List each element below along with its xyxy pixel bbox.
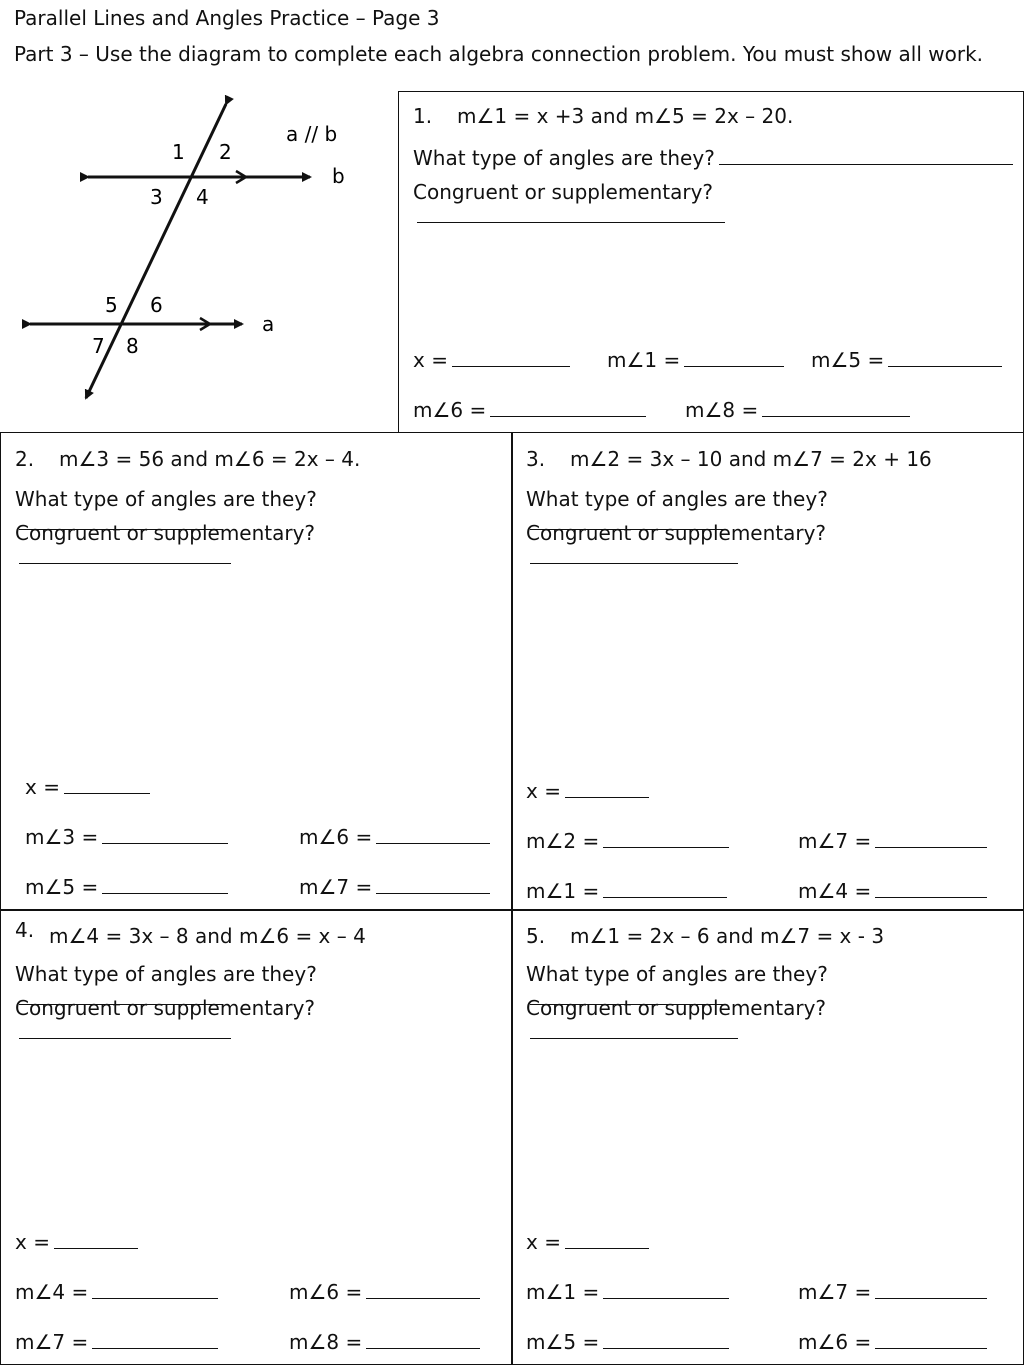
problem-3-box [511, 432, 1024, 911]
problem-4-congruent-question: Congruent or supplementary? [15, 996, 512, 1044]
problem-1-m6-answer[interactable]: m∠6 = [413, 398, 646, 422]
problem-3-m4-answer[interactable]: m∠4 = [798, 879, 987, 903]
problem-2-number: 2. [15, 447, 35, 471]
problem-5-x-answer[interactable]: x = [526, 1230, 649, 1254]
angle-3-label: 3 [150, 185, 163, 209]
problem-4-m8-answer[interactable]: m∠8 = [289, 1330, 480, 1354]
parallel-lines-diagram [0, 90, 400, 410]
problem-5-m7-answer[interactable]: m∠7 = [798, 1280, 987, 1304]
problem-4-x-answer[interactable]: x = [15, 1230, 138, 1254]
problem-1-m1-answer[interactable]: m∠1 = [607, 348, 784, 372]
angle-8-label: 8 [126, 334, 139, 358]
problem-5-m5-answer[interactable]: m∠5 = [526, 1330, 729, 1354]
problem-3-type-question: What type of angles are they? [526, 487, 1023, 535]
problem-1-statement: m∠1 = x +3 and m∠5 = 2x – 20. [457, 104, 794, 128]
problem-1-congruent-question: Congruent or supplementary? [413, 180, 1023, 228]
problem-3-m1-answer[interactable]: m∠1 = [526, 879, 727, 903]
problem-5-box [511, 909, 1024, 1365]
problem-2-type-question: What type of angles are they? [15, 487, 512, 535]
problem-3-statement: m∠2 = 3x – 10 and m∠7 = 2x + 16 [570, 447, 932, 471]
worksheet-title: Parallel Lines and Angles Practice – Page 3 [14, 6, 440, 30]
angle-4-label: 4 [196, 185, 209, 209]
problem-2-congruent-question: Congruent or supplementary? [15, 521, 512, 569]
problem-5-type-question: What type of angles are they? [526, 962, 1023, 1010]
problem-5-m6-answer[interactable]: m∠6 = [798, 1330, 987, 1354]
problem-1-m8-answer[interactable]: m∠8 = [685, 398, 910, 422]
line-b-label: b [332, 164, 345, 188]
problem-4-m7-answer[interactable]: m∠7 = [15, 1330, 218, 1354]
angle-7-label: 7 [92, 334, 105, 358]
problem-1-type-question: What type of angles are they? [413, 146, 1013, 170]
angle-2-label: 2 [219, 140, 232, 164]
parallel-note: a // b [286, 122, 338, 146]
problem-4-box [0, 909, 513, 1365]
problem-1-x-answer[interactable]: x = [413, 348, 570, 372]
problem-4-statement: m∠4 = 3x – 8 and m∠6 = x – 4 [49, 924, 366, 948]
problem-5-congruent-question: Congruent or supplementary? [526, 996, 1023, 1044]
problem-4-number: 4. [15, 918, 35, 942]
problem-2-x-answer[interactable]: x = [25, 775, 150, 799]
problem-1-m5-answer[interactable]: m∠5 = [811, 348, 1002, 372]
problem-4-type-question: What type of angles are they? [15, 962, 512, 1010]
problem-2-m6-answer[interactable]: m∠6 = [299, 825, 490, 849]
problem-3-m7-answer[interactable]: m∠7 = [798, 829, 987, 853]
angle-5-label: 5 [105, 293, 118, 317]
problem-3-m2-answer[interactable]: m∠2 = [526, 829, 729, 853]
problem-1-number: 1. [413, 104, 433, 128]
angle-6-label: 6 [150, 293, 163, 317]
problem-4-m4-answer[interactable]: m∠4 = [15, 1280, 218, 1304]
problem-2-m5-answer[interactable]: m∠5 = [25, 875, 228, 899]
problem-5-statement: m∠1 = 2x – 6 and m∠7 = x - 3 [570, 924, 885, 948]
problem-2-statement: m∠3 = 56 and m∠6 = 2x – 4. [59, 447, 361, 471]
problem-2-m7-answer[interactable]: m∠7 = [299, 875, 490, 899]
problem-3-number: 3. [526, 447, 546, 471]
line-a-label: a [262, 312, 275, 336]
problem-2-box [0, 432, 513, 911]
angle-1-label: 1 [172, 140, 185, 164]
problem-5-number: 5. [526, 924, 546, 948]
problem-4-m6-answer[interactable]: m∠6 = [289, 1280, 480, 1304]
problem-5-m1-answer[interactable]: m∠1 = [526, 1280, 729, 1304]
problem-3-x-answer[interactable]: x = [526, 779, 649, 803]
instructions: Part 3 – Use the diagram to complete each algebra connection problem. You must show all work. [14, 42, 984, 66]
transversal [86, 104, 226, 398]
problem-3-congruent-question: Congruent or supplementary? [526, 521, 1023, 569]
problem-1-box [398, 91, 1024, 433]
problem-2-m3-answer[interactable]: m∠3 = [25, 825, 228, 849]
